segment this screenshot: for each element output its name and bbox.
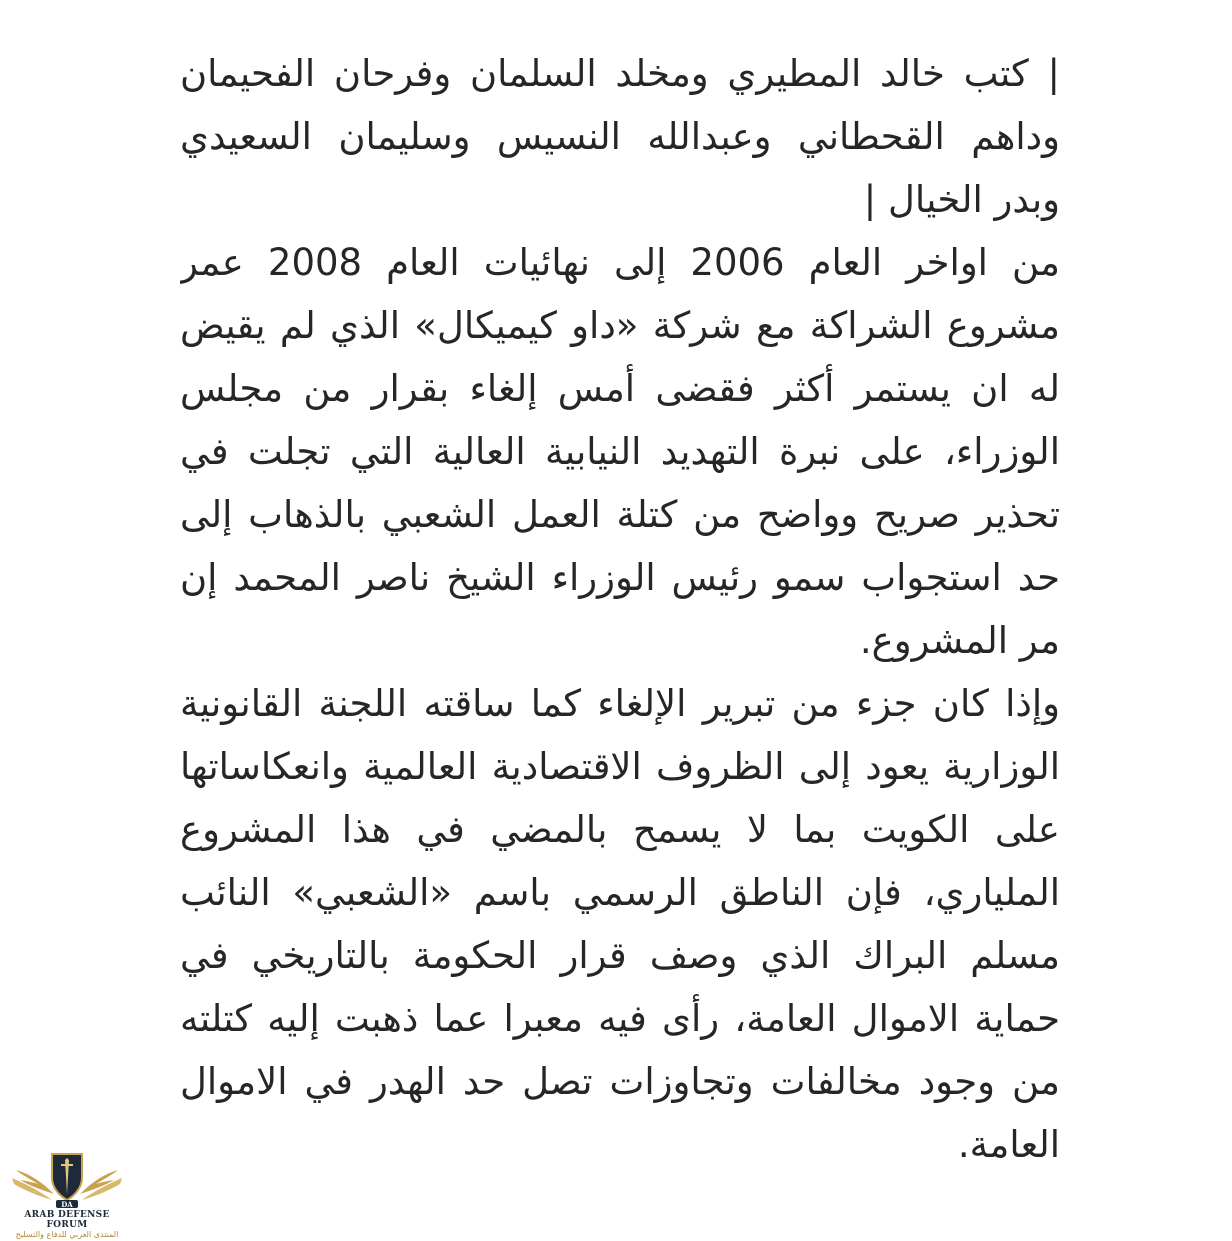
article-byline: | كتب خالد المطيري ومخلد السلمان وفرحان الفحيمان وداهم القحطاني وعبدالله النسيس وسليمان السعيدي وبدر الخيال |: [180, 52, 1060, 221]
watermark-name-en: ARAB DEFENSE FORUM: [24, 1210, 110, 1230]
article-paragraph-2: وإذا كان جزء من تبرير الإلغاء كما ساقته اللجنة القانونية الوزارية يعود إلى الظروف الاقتصادية العالمية وانعكاساتها على الكويت بما لا يسمح بالمضي في هذا المشروع الملياري، فإن الناطق الرسمي باسم «الشعبي» النائب مسلم البراك الذي وصف قرار الحكومة بالتاريخي في حماية الاموال العامة، رأى فيه معبرا عما ذهبت إليه كتلته من وجود مخالفات وتجاوزات تصل حد الهدر في الاموال العامة.: [180, 682, 1060, 1166]
article-body: [180, 42, 1060, 1238]
watermark-name-ar: المنتدى العربي للدفاع والتسليح: [15, 1230, 119, 1239]
winged-shield-icon: [8, 1148, 126, 1208]
logo-mark: DA: [61, 1200, 73, 1208]
article-paragraph-1: من اواخر العام 2006 إلى نهائيات العام 2008 عمر مشروع الشراكة مع شركة «داو كيميكال» الذي لم يقيض له ان يستمر أكثر فقضى أمس إلغاء بقرار من مجلس الوزراء، على نبرة التهديد النيابية العالية التي تجلت في تحذير صريح وواضح من كتلة العمل الشعبي بالذهاب إلى حد استجواب سمو رئيس الوزراء الشيخ ناصر المحمد إن مر المشروع.: [180, 241, 1060, 662]
watermark-logo: [6, 1148, 128, 1238]
